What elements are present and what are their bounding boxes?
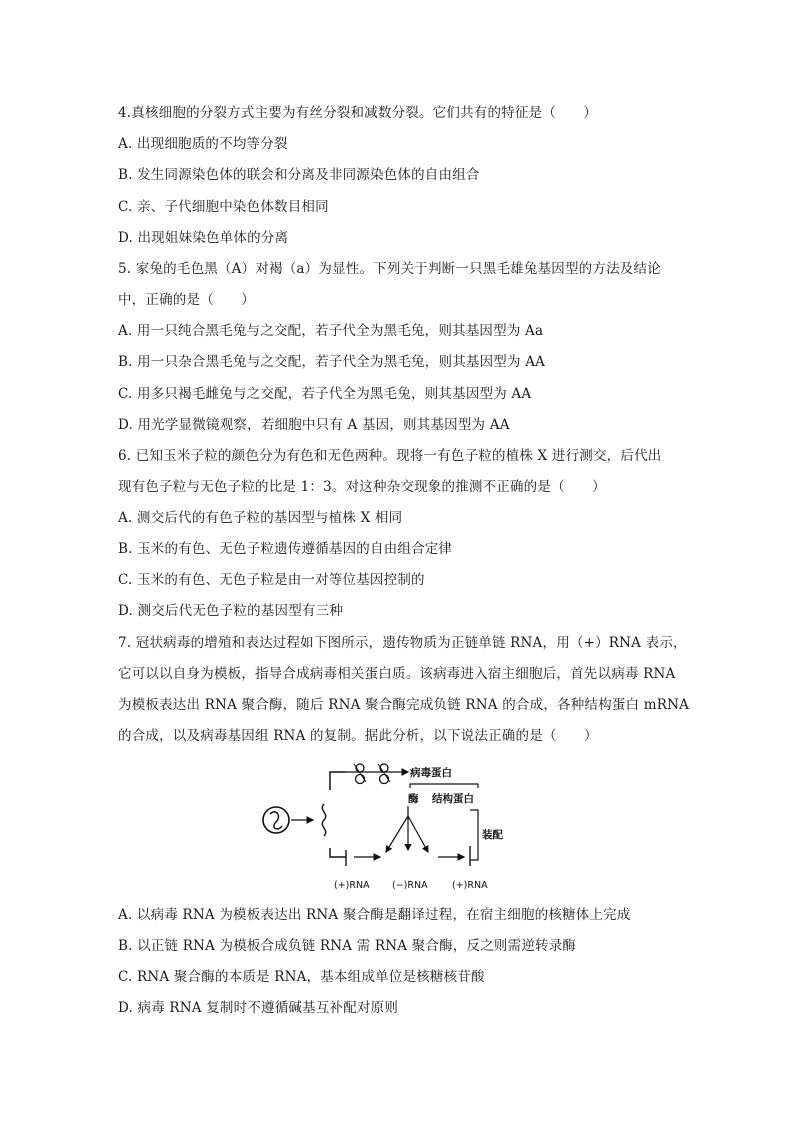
ribosome-icon xyxy=(378,764,390,784)
q4-option-c: C. 亲、子代细胞中染色体数目相同 xyxy=(118,199,329,215)
q4-option-b: B. 发生同源染色体的联会和分离及非同源染色体的自由组合 xyxy=(118,167,480,183)
q6-option-c: C. 玉米的有色、无色子粒是由一对等位基因控制的 xyxy=(118,572,425,588)
label-structural-protein: 结构蛋白 xyxy=(432,793,474,805)
q5-option-a: A. 用一只纯合黑毛兔与之交配，若子代全为黑毛兔，则其基因型为 Aa xyxy=(118,323,544,339)
protein-bracket xyxy=(410,784,478,788)
q6-stem-line-1: 6. 已知玉米子粒的颜色分为有色和无色两种。现将一有色子粒的植株 X 进行测交，后代出 xyxy=(118,448,662,464)
q6-stem-line-2: 现有色子粒与无色子粒的比是 1：3。对这种杂交现象的推测不正确的是（ ） xyxy=(118,479,606,495)
rna-strand-icon xyxy=(322,804,325,836)
q7-option-c: C. RNA 聚合酶的本质是 RNA，基本组成单位是核糖核苷酸 xyxy=(118,969,485,985)
label-plus-rna-2: (+)RNA xyxy=(452,880,488,891)
q5-option-d: D. 用光学显微镜观察，若细胞中只有 A 基因，则其基因型为 AA xyxy=(118,417,510,433)
q7-option-b: B. 以正链 RNA 为模板合成负链 RNA 需 RNA 聚合酶，反之则需逆转录酶 xyxy=(118,938,577,954)
q4-stem: 4.真核细胞的分裂方式主要为有丝分裂和减数分裂。它们共有的特征是（ ） xyxy=(118,105,598,121)
q7-stem-line-4: 的合成，以及病毒基因组 RNA 的复制。据此分析，以下说法正确的是（ ） xyxy=(118,728,598,744)
label-minus-rna: (−)RNA xyxy=(392,880,428,891)
q4-option-a: A. 出现细胞质的不均等分裂 xyxy=(118,136,288,152)
q4-option-d: D. 出现姐妹染色单体的分离 xyxy=(118,230,289,246)
q6-option-d: D. 测交后代无色子粒的基因型有三种 xyxy=(118,603,344,619)
q5-option-c: C. 用多只褐毛雌兔与之交配，若子代全为黑毛兔，则其基因型为 AA xyxy=(118,386,532,402)
ribosome-icon xyxy=(354,764,366,784)
q7-stem-line-2: 它可以以自身为模板，指导合成病毒相关蛋白质。该病毒进入宿主细胞后，首先以病毒 RNA xyxy=(118,666,676,682)
q5-stem-line-1: 5. 家兔的毛色黑（A）对褐（a）为显性。下列关于判断一只黑毛雄兔基因型的方法及结论 xyxy=(118,261,661,277)
bottom-bracket-line xyxy=(330,848,346,857)
virus-particle-icon xyxy=(263,807,289,833)
q5-option-b: B. 用一只杂合黑毛兔与之交配，若子代全为黑毛兔，则其基因型为 AA xyxy=(118,354,546,370)
label-enzyme: 酶 xyxy=(408,793,419,805)
q5-stem-line-2: 中，正确的是（ ） xyxy=(118,292,255,308)
enzyme-arrow-2 xyxy=(408,816,428,852)
q7-option-a: A. 以病毒 RNA 为模板表达出 RNA 聚合酶是翻译过程，在宿主细胞的核糖体上完成 xyxy=(118,907,631,923)
label-assembly: 装配 xyxy=(482,829,503,841)
virus-replication-diagram xyxy=(258,762,518,896)
enzyme-arrow-3 xyxy=(386,816,408,852)
assembly-bracket xyxy=(470,810,478,860)
q7-stem-line-3: 为模板表达出 RNA 聚合酶，随后 RNA 聚合酶完成负链 RNA 的合成，各种结构蛋白 mRNA xyxy=(118,697,690,713)
q7-stem-line-1: 7. 冠状病毒的增殖和表达过程如下图所示，遗传物质为正链单链 RNA，用（+）RNA 表示， xyxy=(118,635,687,651)
label-viral-protein: 病毒蛋白 xyxy=(410,767,452,779)
q6-option-b: B. 玉米的有色、无色子粒遗传遵循基因的自由组合定律 xyxy=(118,541,453,557)
top-bracket-line xyxy=(330,772,346,790)
diagram-svg xyxy=(258,762,518,896)
q6-option-a: A. 测交后代的有色子粒的基因型与植株 X 相同 xyxy=(118,510,403,526)
q7-option-d: D. 病毒 RNA 复制时不遵循碱基互补配对原则 xyxy=(118,1000,399,1016)
label-plus-rna-1: (+)RNA xyxy=(334,880,370,891)
